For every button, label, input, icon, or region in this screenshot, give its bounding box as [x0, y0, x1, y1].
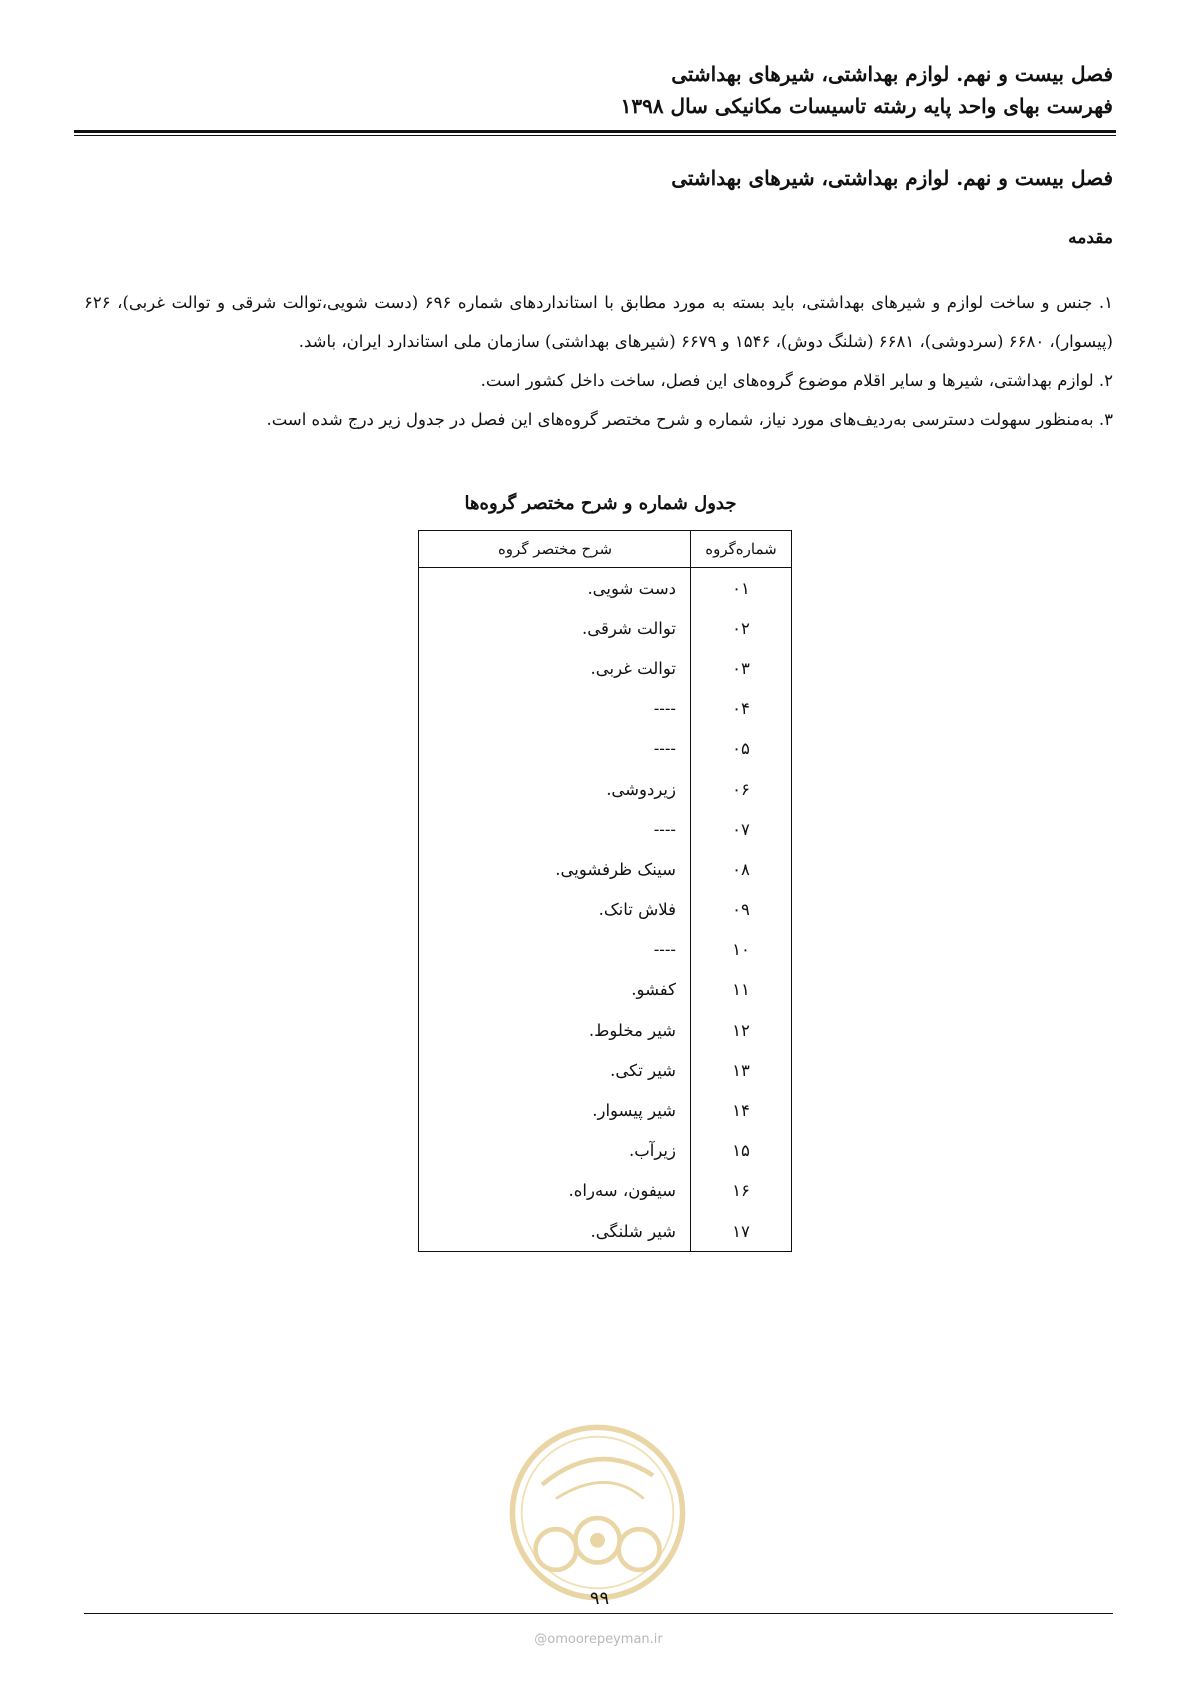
- group-number-cell: ۰۴: [691, 689, 792, 729]
- header-catalog-line: فهرست بهای واحد پایه رشته تاسیسات مکانیکی سال ۱۳۹۸: [620, 94, 1113, 118]
- table-row: [419, 1010, 792, 1050]
- header-group-description: شرح مختصر گروه: [419, 531, 691, 568]
- header-divider: [74, 130, 1116, 136]
- page-number: ۹۹: [589, 1588, 610, 1609]
- table-row: [419, 930, 792, 970]
- group-description-cell: ----: [419, 930, 691, 970]
- group-description-cell: سیفون، سه‌راه.: [419, 1171, 691, 1211]
- table-row: [419, 1131, 792, 1171]
- table-row: [419, 568, 792, 609]
- header-chapter-line: فصل بیست و نهم. لوازم بهداشتی، شیرهای بهداشتی: [671, 62, 1113, 86]
- group-number-cell: ۰۷: [691, 809, 792, 849]
- table-row: [419, 1050, 792, 1090]
- group-description-cell: شیر مخلوط.: [419, 1010, 691, 1050]
- table-row: [419, 1171, 792, 1211]
- intro-paragraphs: [84, 283, 1113, 439]
- group-description-cell: شیر پیسوار.: [419, 1090, 691, 1130]
- table-row: [419, 1211, 792, 1252]
- footer-divider: [84, 1613, 1113, 1614]
- group-description-cell: توالت غربی.: [419, 648, 691, 688]
- group-description-cell: شیر تکی.: [419, 1050, 691, 1090]
- table-caption: جدول شماره و شرح مختصر گروه‌ها: [464, 493, 737, 514]
- group-description-cell: زیردوشی.: [419, 769, 691, 809]
- group-description-cell: توالت شرقی.: [419, 608, 691, 648]
- group-number-cell: ۰۶: [691, 769, 792, 809]
- group-description-cell: شیر شلنگی.: [419, 1211, 691, 1252]
- group-number-cell: ۰۸: [691, 849, 792, 889]
- table-row: [419, 689, 792, 729]
- table-row: [419, 970, 792, 1010]
- table-row: [419, 1090, 792, 1130]
- group-number-cell: ۱۷: [691, 1211, 792, 1252]
- groups-table: [418, 530, 792, 1252]
- group-description-cell: ----: [419, 729, 691, 769]
- group-number-cell: ۱۶: [691, 1171, 792, 1211]
- table-row: [419, 849, 792, 889]
- group-description-cell: ----: [419, 689, 691, 729]
- site-watermark-text: @omoorepeyman.ir: [534, 1632, 663, 1647]
- group-description-cell: ----: [419, 809, 691, 849]
- group-number-cell: ۰۱: [691, 568, 792, 609]
- header-group-number: شماره‌گروه: [691, 531, 792, 568]
- page-header: [78, 58, 1113, 122]
- group-description-cell: دست شویی.: [419, 568, 691, 609]
- table-row: [419, 769, 792, 809]
- group-description-cell: کفشو.: [419, 970, 691, 1010]
- paragraph-1: ۱. جنس و ساخت لوازم و شیرهای بهداشتی، باید بسته به مورد مطابق با استانداردهای شماره ۶۹۶ (دست شویی،توالت شرقی و توالت غربی)، ۶۲۶ (پیسوار)، ۶۶۸۰ (سردوشی)، ۶۶۸۱ (شلنگ دوش)، ۱۵۴۶ و ۶۶۷۹ (شیرهای بهداشتی) سازمان ملی استاندارد ایران، باشد.: [84, 293, 1113, 351]
- group-number-cell: ۰۵: [691, 729, 792, 769]
- group-number-cell: ۱۱: [691, 970, 792, 1010]
- table-row: [419, 608, 792, 648]
- paragraph-3: ۳. به‌منظور سهولت دسترسی به‌ردیف‌های مورد نیاز، شماره و شرح مختصر گروه‌های این فصل در جدول زیر درج شده است.: [266, 410, 1113, 429]
- table-header-row: [419, 531, 792, 568]
- table-row: [419, 809, 792, 849]
- group-description-cell: سینک ظرفشویی.: [419, 849, 691, 889]
- table-row: [419, 729, 792, 769]
- group-number-cell: ۰۳: [691, 648, 792, 688]
- group-number-cell: ۱۰: [691, 930, 792, 970]
- group-number-cell: ۱۳: [691, 1050, 792, 1090]
- intro-heading: مقدمه: [1068, 228, 1113, 248]
- group-number-cell: ۰۹: [691, 890, 792, 930]
- group-description-cell: زیرآب.: [419, 1131, 691, 1171]
- seal-watermark-icon: [505, 1420, 690, 1605]
- group-number-cell: ۱۲: [691, 1010, 792, 1050]
- group-number-cell: ۱۵: [691, 1131, 792, 1171]
- paragraph-2: ۲. لوازم بهداشتی، شیرها و سایر اقلام موضوع گروه‌های این فصل، ساخت داخل کشور است.: [480, 371, 1113, 390]
- group-number-cell: ۰۲: [691, 608, 792, 648]
- table-row: [419, 648, 792, 688]
- group-description-cell: فلاش تانک.: [419, 890, 691, 930]
- chapter-title: فصل بیست و نهم. لوازم بهداشتی، شیرهای بهداشتی: [671, 166, 1113, 190]
- group-number-cell: ۱۴: [691, 1090, 792, 1130]
- table-row: [419, 890, 792, 930]
